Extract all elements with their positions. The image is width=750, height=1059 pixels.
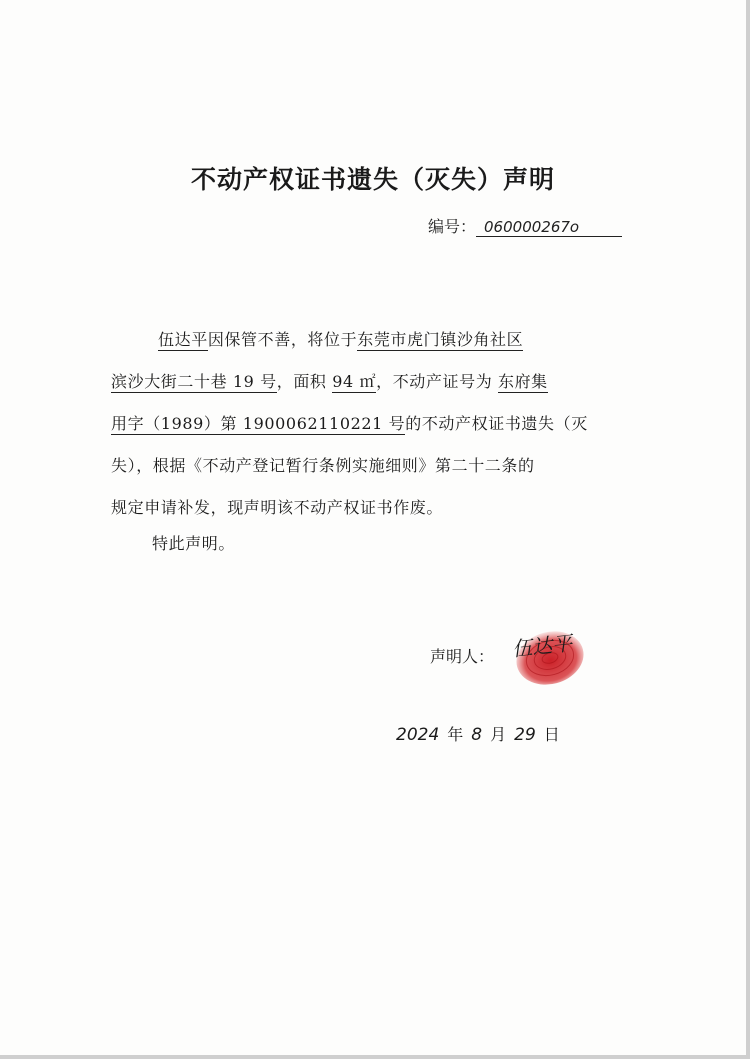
date-day: 29 [514,725,536,745]
date-year: 2024 [396,725,440,745]
day-unit: 日 [543,725,560,744]
body-text: ，面积 [276,372,333,391]
property-area: 94 ㎡ [332,372,377,391]
serial-value: 060000267o [476,218,622,237]
serial-label: 编号： [428,217,477,236]
body-text: ，不动产证号为 [376,372,498,391]
property-address: 东莞市虎门镇沙角社区 [357,330,524,349]
date-month: 8 [471,725,483,745]
certificate-number-cont: 用字（1989）第 1900062110221 号 [111,414,406,433]
property-address-cont: 滨沙大街二十巷 19 号 [111,372,277,391]
body-text: 因保管不善，将位于 [207,330,358,349]
owner-name: 伍达平 [158,330,208,349]
closing-statement: 特此声明。 [152,534,236,553]
body-text: 的不动产权证书遗失（灭 [405,414,588,433]
handwritten-signature: 伍达平 [511,630,574,662]
body-line-1 [158,327,523,350]
body-line-4: 失），根据《不动产登记暂行条例实施细则》第二十二条的 [111,456,535,475]
year-unit: 年 [447,725,464,744]
certificate-number: 东府集 [497,372,548,391]
signer-label: 声明人： [430,647,495,666]
document-title: 不动产权证书遗失（灭失）声明 [190,165,555,194]
signing-date [396,722,568,745]
body-line-3 [111,411,588,434]
serial-number-row [428,214,622,237]
body-line-2 [111,369,548,392]
month-unit: 月 [490,725,507,744]
body-line-5: 规定申请补发，现声明该不动产权证书作废。 [111,498,444,517]
